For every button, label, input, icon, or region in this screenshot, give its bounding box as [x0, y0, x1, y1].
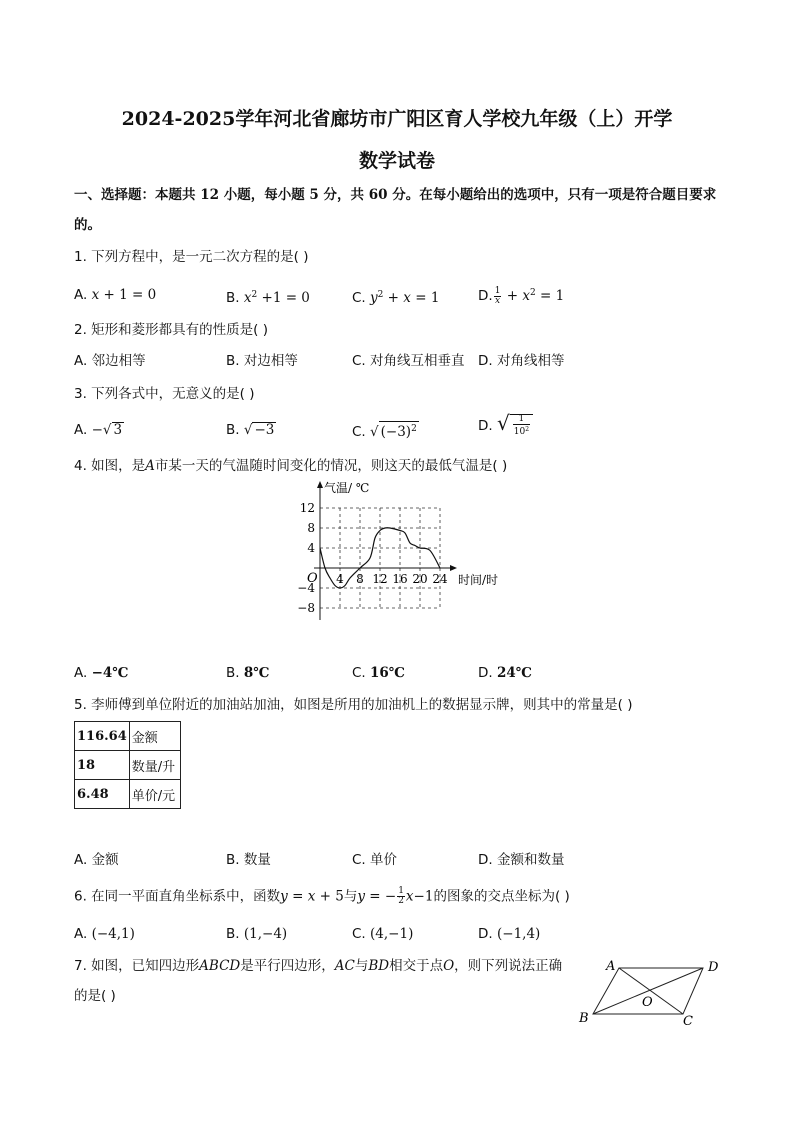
question-3-option-a[interactable]: A. −√ 3: [74, 422, 123, 438]
question-4-option-c[interactable]: [352, 664, 405, 682]
y-tick-label: −4: [297, 581, 315, 595]
unit-price-value: 6.48: [75, 780, 130, 809]
option-value: (−4,1): [91, 926, 135, 942]
amount-label: 金额: [129, 722, 180, 751]
fuel-pump-display: [74, 721, 181, 809]
page-title-line2: 数学试卷: [358, 150, 435, 172]
question-2-option-d[interactable]: D. 对角线相等: [478, 353, 565, 369]
section-num-questions: 12: [200, 187, 219, 203]
table-row: [75, 780, 181, 809]
question-2-option-a[interactable]: A. 邻边相等: [74, 353, 146, 369]
x-axis-arrow: [450, 565, 457, 571]
option-letter: B.: [226, 422, 240, 438]
vertex-d-label: D: [708, 960, 719, 975]
question-6-option-d[interactable]: [478, 925, 540, 943]
section-num-points: 5: [309, 187, 319, 203]
question-6-option-a[interactable]: [74, 925, 135, 943]
question-3-stem: 3. 下列各式中，无意义的是( ): [74, 386, 255, 402]
y-tick-label: −8: [297, 601, 315, 615]
option-letter: C.: [352, 665, 366, 681]
option-letter: C.: [352, 290, 366, 306]
question-7-stem: [74, 957, 562, 975]
question-5-stem: 5. 李师傅到单位附近的加油站加油，如图是所用的加油机上的数据显示牌，则其中的常量是( ): [74, 697, 633, 713]
option-letter: A.: [74, 287, 88, 303]
stem-text: 市某一天的气温随时间变化的情况，则这天的最低气温是( ): [154, 458, 508, 474]
stem-text: 相交于点: [389, 958, 444, 974]
chart-grid: [320, 508, 440, 608]
chart-origin-label: O: [307, 571, 318, 586]
stem-text: 的图象的交点坐标为( ): [433, 888, 570, 905]
section-text-3: 分，共: [318, 187, 369, 203]
option-letter: B.: [226, 290, 240, 306]
question-1-stem: 1. 下列方程中，是一元二次方程的是( ): [74, 249, 309, 265]
question-5-option-a[interactable]: A. 金额: [74, 852, 119, 868]
question-2-option-b[interactable]: B. 对边相等: [226, 353, 298, 369]
page-title-line1: 2024-2025学年河北省廊坊市广阳区育人学校九年级（上）开学: [121, 108, 673, 130]
question-5-option-d[interactable]: D. 金额和数量: [478, 852, 565, 868]
section-instruction-line2: 的。: [74, 217, 101, 233]
chart-y-label: 气温/ ℃: [324, 481, 370, 495]
section-text-4: 分。在每小题给出的选项中，只有一项是符合题目要求: [387, 187, 717, 203]
option-value: 8℃: [243, 665, 270, 681]
question-4-stem: [74, 457, 507, 475]
section-num-total: 60: [368, 187, 388, 203]
stem-text: 与: [343, 888, 358, 905]
option-letter: A.: [74, 926, 88, 942]
temperature-chart: [288, 478, 518, 638]
option-letter: C.: [352, 926, 366, 942]
option-value: −4℃: [91, 665, 129, 681]
question-3-option-b[interactable]: B. √ −3: [226, 422, 275, 438]
question-3-option-c[interactable]: C. √ $(-3)^2$: [352, 421, 419, 441]
option-value: (1,−4): [243, 926, 288, 942]
question-3-option-d[interactable]: D. √ $\frac{1}{10^2}$: [478, 414, 533, 437]
y-axis-arrow: [317, 481, 323, 488]
question-6-stem: 6. 在同一平面直角坐标系中，函数y = x + 5与y = − $\frac{1}{2}$ x−1的图象的交点坐标为( ): [74, 886, 570, 906]
stem-variable: A: [145, 458, 155, 474]
parallelogram-diagram: [575, 956, 725, 1032]
stem-variable: AC: [334, 958, 355, 974]
quantity-value: 18: [75, 751, 130, 780]
option-letter: A.: [74, 665, 88, 681]
stem-variable: O: [443, 958, 455, 974]
stem-text: 6. 在同一平面直角坐标系中，函数: [74, 888, 281, 905]
option-value: 16℃: [370, 665, 405, 681]
question-2-stem: 2. 矩形和菱形都具有的性质是( ): [74, 322, 268, 338]
stem-text: 与: [354, 958, 369, 974]
option-letter: D.: [478, 418, 493, 434]
stem-text: 4. 如图，是: [74, 458, 146, 474]
amount-value: 116.64: [75, 722, 130, 751]
section-text-2: 小题，每小题: [219, 187, 310, 203]
table-row: [75, 751, 181, 780]
x-tick-label: 8: [356, 572, 364, 586]
stem-text: 7. 如图，已知四边形: [74, 958, 200, 974]
question-6-option-b[interactable]: [226, 925, 287, 943]
question-4-option-b[interactable]: [226, 664, 269, 682]
x-tick-label: 12: [372, 572, 388, 586]
option-letter: D.: [478, 665, 493, 681]
question-7-stem-line2: 的是( ): [74, 988, 116, 1004]
y-tick-label: 8: [307, 521, 315, 535]
chart-axes: [314, 481, 457, 620]
option-letter: A.: [74, 422, 88, 438]
vertex-c-label: C: [683, 1014, 693, 1029]
option-letter: D.: [478, 926, 493, 942]
section-text-1: 一、选择题：本题共: [74, 187, 201, 203]
option-letter: D.: [478, 288, 493, 304]
x-tick-label: 24: [432, 572, 448, 586]
center-o-label: O: [642, 995, 653, 1010]
question-1-option-c[interactable]: C. $y^2 + x = 1$: [352, 290, 440, 306]
question-5-option-b[interactable]: B. 数量: [226, 852, 271, 868]
question-4-option-a[interactable]: [74, 664, 128, 682]
stem-variable: ABCD: [199, 958, 241, 974]
section-instruction: [74, 186, 716, 204]
question-6-option-c[interactable]: [352, 925, 413, 943]
chart-x-label: 时间/时: [458, 573, 499, 587]
question-4-option-d[interactable]: [478, 664, 532, 682]
question-1-option-d[interactable]: D. $\frac{1}{x}$ + $x^2 = 1$: [478, 285, 565, 306]
x-tick-label: 20: [412, 572, 428, 586]
stem-text: 是平行四边形，: [240, 958, 335, 974]
vertex-b-label: B: [579, 1011, 589, 1026]
question-1-option-a[interactable]: A. x + 1 = 0: [74, 287, 157, 303]
x-tick-label: 16: [392, 572, 408, 586]
stem-variable: BD: [368, 958, 390, 974]
question-1-option-b[interactable]: B. $x^2 +1 = 0$: [226, 290, 310, 306]
table-row: [75, 722, 181, 751]
option-value: 24℃: [496, 665, 532, 681]
question-5-option-c[interactable]: C. 单价: [352, 852, 398, 868]
question-2-option-c[interactable]: C. 对角线互相垂直: [352, 353, 465, 369]
y-tick-label: 4: [307, 541, 315, 555]
x-tick-label: 4: [336, 572, 344, 586]
quantity-label: 数量/升: [129, 751, 180, 780]
option-value: (−1,4): [496, 926, 541, 942]
option-letter: B.: [226, 665, 240, 681]
option-value: (4,−1): [370, 926, 414, 942]
vertex-a-label: A: [606, 959, 616, 974]
stem-text: ，则下列说法正确: [454, 958, 563, 974]
unit-price-label: 单价/元: [129, 780, 180, 809]
option-letter: B.: [226, 926, 240, 942]
option-letter: C.: [352, 424, 366, 440]
y-tick-label: 12: [299, 501, 315, 515]
